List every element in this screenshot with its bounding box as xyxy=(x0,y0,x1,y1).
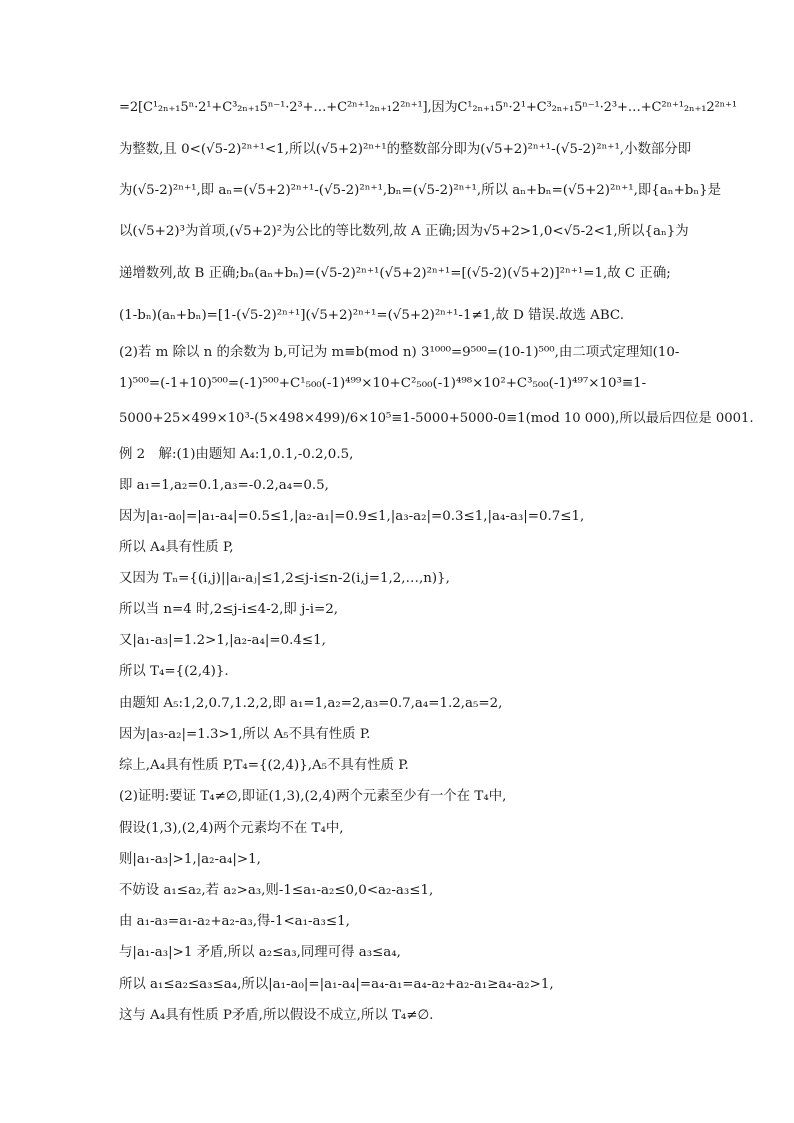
text-line: (1-bₙ)(aₙ+bₙ)=[1-(√5-2)²ⁿ⁺¹](√5+2)²ⁿ⁺¹=(√5+2)²ⁿ⁺¹-1≠1,故 D 错误.故选 ABC. xyxy=(119,308,624,323)
text-line: 即 a₁=1,a₂=0.1,a₃=-0.2,a₄=0.5, xyxy=(119,478,329,493)
text-line: 为(√5-2)²ⁿ⁺¹,即 aₙ=(√5+2)²ⁿ⁺¹-(√5-2)²ⁿ⁺¹,bₙ=(√5-2)²ⁿ⁺¹,所以 aₙ+bₙ=(√5+2)²ⁿ⁺¹,即{aₙ+bₙ}是 xyxy=(119,183,722,198)
text-line: 1)⁵⁰⁰=(-1+10)⁵⁰⁰=(-1)⁵⁰⁰+C¹₅₀₀(-1)⁴⁹⁹×10+C²₅₀₀(-1)⁴⁹⁸×10²+C³₅₀₀(-1)⁴⁹⁷×10³≡1- xyxy=(119,376,647,391)
text-line: (2)若 m 除以 n 的余数为 b,可记为 m≡b(mod n) 3¹⁰⁰⁰=9⁵⁰⁰=(10-1)⁵⁰⁰,由二项式定理知(10- xyxy=(119,345,680,360)
text-line: 以(√5+2)³为首项,(√5+2)²为公比的等比数列,故 A 正确;因为√5+2>1,0<√5-2<1,所以{aₙ}为 xyxy=(119,224,689,239)
text-line: 所以 A₄具有性质 P, xyxy=(119,540,234,555)
text-line: 递增数列,故 B 正确;bₙ(aₙ+bₙ)=(√5-2)²ⁿ⁺¹(√5+2)²ⁿ⁺¹=[(√5-2)(√5+2)]²ⁿ⁺¹=1,故 C 正确; xyxy=(119,266,671,281)
text-line: 综上,A₄具有性质 P,T₄={(2,4)},A₅不具有性质 P. xyxy=(119,758,409,773)
text-line: 因为|a₃-a₂|=1.3>1,所以 A₅不具有性质 P. xyxy=(119,727,371,742)
text-line: (2)证明:要证 T₄≠∅,即证(1,3),(2,4)两个元素至少有一个在 T₄中, xyxy=(119,789,507,804)
text-line: 由题知 A₅:1,2,0.7,1.2,2,即 a₁=1,a₂=2,a₃=0.7,a₄=1.2,a₅=2, xyxy=(119,696,503,711)
example-heading: 例 2 解:(1)由题知 A₄:1,0.1,-0.2,0.5, xyxy=(119,447,354,462)
text-line: 由 a₁-a₃=a₁-a₂+a₂-a₃,得-1<a₁-a₃≤1, xyxy=(119,914,350,929)
text-line: 又|a₁-a₃|=1.2>1,|a₂-a₄|=0.4≤1, xyxy=(119,633,326,648)
text-line: 不妨设 a₁≤a₂,若 a₂>a₃,则-1≤a₁-a₂≤0,0<a₂-a₃≤1, xyxy=(119,883,434,898)
text-line: 与|a₁-a₃|>1 矛盾,所以 a₂≤a₃,同理可得 a₃≤a₄, xyxy=(119,945,401,960)
text-line: 5000+25×499×10³-(5×498×499)/6×10⁵≡1-5000+5000-0≡1(mod 10 000),所以最后四位是 0001. xyxy=(119,411,754,426)
text-line: 所以当 n=4 时,2≤j-i≤4-2,即 j-i=2, xyxy=(119,602,339,617)
text-line: 又因为 Tₙ={(i,j)||aᵢ-aⱼ|≤1,2≤j-i≤n-2(i,j=1,2,…,n)}, xyxy=(119,571,450,586)
text-line: 所以 T₄={(2,4)}. xyxy=(119,664,229,679)
text-line: 则|a₁-a₃|>1,|a₂-a₄|>1, xyxy=(119,852,261,867)
text-line: =2[C¹₂ₙ₊₁5ⁿ·2¹+C³₂ₙ₊₁5ⁿ⁻¹·2³+…+C²ⁿ⁺¹₂ₙ₊₁2²ⁿ⁺¹],因为C¹₂ₙ₊₁5ⁿ·2¹+C³₂ₙ₊₁5ⁿ⁻¹·2³+…+C²ⁿ⁺¹₂ₙ₊₁2²ⁿ⁺¹ xyxy=(119,100,738,115)
text-line: 这与 A₄具有性质 P矛盾,所以假设不成立,所以 T₄≠∅. xyxy=(119,1008,434,1023)
text-line: 因为|a₁-a₀|=|a₁-a₄|=0.5≤1,|a₂-a₁|=0.9≤1,|a₃-a₂|=0.3≤1,|a₄-a₃|=0.7≤1, xyxy=(119,509,585,524)
text-line: 所以 a₁≤a₂≤a₃≤a₄,所以|a₁-a₀|=|a₁-a₄|=a₄-a₁=a₄-a₂+a₂-a₁≥a₄-a₂>1, xyxy=(119,977,554,992)
text-line: 假设(1,3),(2,4)两个元素均不在 T₄中, xyxy=(119,821,344,836)
text-line: 为整数,且 0<(√5-2)²ⁿ⁺¹<1,所以(√5+2)²ⁿ⁺¹的整数部分即为(√5+2)²ⁿ⁺¹-(√5-2)²ⁿ⁺¹,小数部分即 xyxy=(119,142,692,157)
